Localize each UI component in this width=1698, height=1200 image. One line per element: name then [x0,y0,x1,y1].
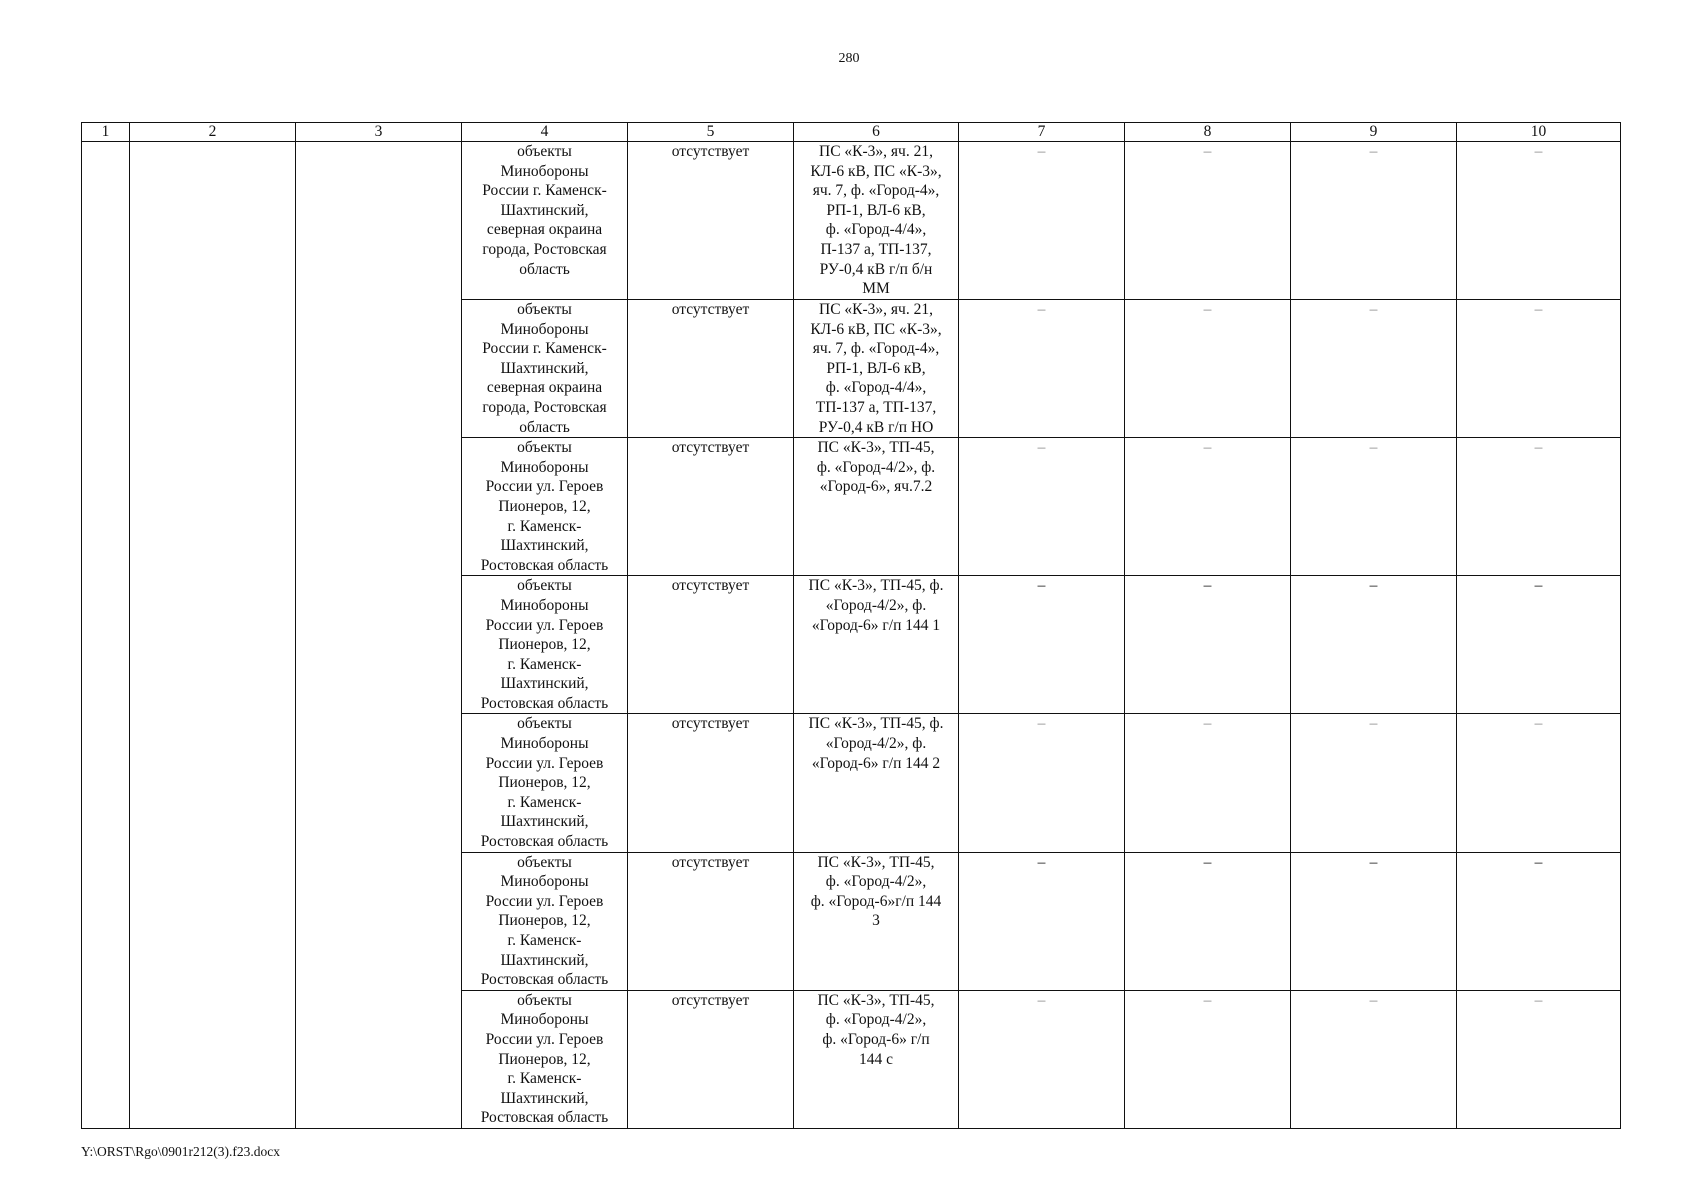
dash-cell: – [1457,990,1621,1128]
dash-cell: – [1291,990,1457,1128]
cell-col1 [82,142,130,300]
dash-cell: – [1125,990,1291,1128]
dash-cell: – [1457,142,1621,300]
status-cell: отсутствует [628,990,794,1128]
dash-cell: – [1291,714,1457,852]
dash-cell: – [959,714,1125,852]
page-number: 280 [838,51,860,66]
dash-cell: – [1125,142,1291,300]
dash-cell: – [959,576,1125,714]
column-header: 9 [1291,123,1457,142]
table-row [82,300,1621,438]
connection-cell: ПС «К-3», ТП-45, ф. «Город-4/2», ф. «Город-6», яч.7.2 [794,438,959,576]
dash-cell: – [1457,714,1621,852]
status-cell: отсутствует [628,852,794,990]
dash-cell: – [1457,300,1621,438]
cell-col2 [130,852,296,990]
object-cell: объекты Минобороны России г. Каменск- Шахтинский, северная окраина города, Ростовская область [462,142,628,300]
column-header: 8 [1125,123,1291,142]
cell-col3 [296,990,462,1128]
cell-col3 [296,852,462,990]
dash-cell: – [1457,576,1621,714]
dash-cell: – [1457,438,1621,576]
status-cell: отсутствует [628,714,794,852]
dash-cell: – [959,142,1125,300]
cell-col2 [130,300,296,438]
cell-col1 [82,852,130,990]
cell-col2 [130,142,296,300]
cell-col1 [82,714,130,852]
column-header: 4 [462,123,628,142]
status-cell: отсутствует [628,300,794,438]
column-header: 6 [794,123,959,142]
dash-cell: – [1291,438,1457,576]
column-header: 2 [130,123,296,142]
cell-col3 [296,142,462,300]
dash-cell: – [1291,142,1457,300]
header-row [82,123,1621,142]
connection-cell: ПС «К-3», ТП-45, ф. «Город-4/2», ф. «Город-6» г/п 144 с [794,990,959,1128]
object-cell: объекты Минобороны России ул. Героев Пионеров, 12, г. Каменск- Шахтинский, Ростовская область [462,990,628,1128]
table-row [82,438,1621,576]
dash-cell: – [1125,576,1291,714]
cell-col1 [82,300,130,438]
column-header: 7 [959,123,1125,142]
dash-cell: – [959,438,1125,576]
object-cell: объекты Минобороны России ул. Героев Пионеров, 12, г. Каменск- Шахтинский, Ростовская область [462,852,628,990]
status-cell: отсутствует [628,438,794,576]
dash-cell: – [959,852,1125,990]
connection-cell: ПС «К-3», яч. 21, КЛ-6 кВ, ПС «К-3», яч. 7, ф. «Город-4», РП-1, ВЛ-6 кВ, ф. «Город-4/4», ТП-137 а, ТП-137, РУ-0,4 кВ г/п НО [794,300,959,438]
object-cell: объекты Минобороны России ул. Героев Пионеров, 12, г. Каменск- Шахтинский, Ростовская область [462,438,628,576]
connection-cell: ПС «К-3», яч. 21, КЛ-6 кВ, ПС «К-3», яч. 7, ф. «Город-4», РП-1, ВЛ-6 кВ, ф. «Город-4/4», П-137 а, ТП-137, РУ-0,4 кВ г/п б/н ММ [794,142,959,300]
column-header: 5 [628,123,794,142]
dash-cell: – [1125,852,1291,990]
cell-col1 [82,438,130,576]
document-file-path: Y:\ORST\Rgo\0901r212(3).f23.docx [81,1144,280,1159]
dash-cell: – [1291,576,1457,714]
cell-col1 [82,990,130,1128]
dash-cell: – [959,990,1125,1128]
cell-col3 [296,438,462,576]
object-cell: объекты Минобороны России ул. Героев Пионеров, 12, г. Каменск- Шахтинский, Ростовская область [462,714,628,852]
cell-col1 [82,576,130,714]
column-header: 1 [82,123,130,142]
status-cell: отсутствует [628,576,794,714]
connection-cell: ПС «К-3», ТП-45, ф. «Город-4/2», ф. «Город-6»г/п 144 3 [794,852,959,990]
column-header: 10 [1457,123,1621,142]
cell-col3 [296,714,462,852]
dash-cell: – [1291,852,1457,990]
table-row [82,576,1621,714]
cell-col2 [130,990,296,1128]
cell-col2 [130,438,296,576]
dash-cell: – [1291,300,1457,438]
dash-cell: – [1457,852,1621,990]
column-header: 3 [296,123,462,142]
table-row [82,714,1621,852]
dash-cell: – [1125,300,1291,438]
object-cell: объекты Минобороны России г. Каменск- Шахтинский, северная окраина города, Ростовская область [462,300,628,438]
cell-col3 [296,576,462,714]
table-row [82,142,1621,300]
connection-cell: ПС «К-3», ТП-45, ф. «Город-4/2», ф. «Город-6» г/п 144 2 [794,714,959,852]
cell-col2 [130,714,296,852]
dash-cell: – [959,300,1125,438]
table-row [82,990,1621,1128]
cell-col3 [296,300,462,438]
object-cell: объекты Минобороны России ул. Героев Пионеров, 12, г. Каменск- Шахтинский, Ростовская область [462,576,628,714]
status-cell: отсутствует [628,142,794,300]
table-row [82,852,1621,990]
dash-cell: – [1125,438,1291,576]
connection-cell: ПС «К-3», ТП-45, ф. «Город-4/2», ф. «Город-6» г/п 144 1 [794,576,959,714]
cell-col2 [130,576,296,714]
dash-cell: – [1125,714,1291,852]
data-table [81,122,1621,1129]
